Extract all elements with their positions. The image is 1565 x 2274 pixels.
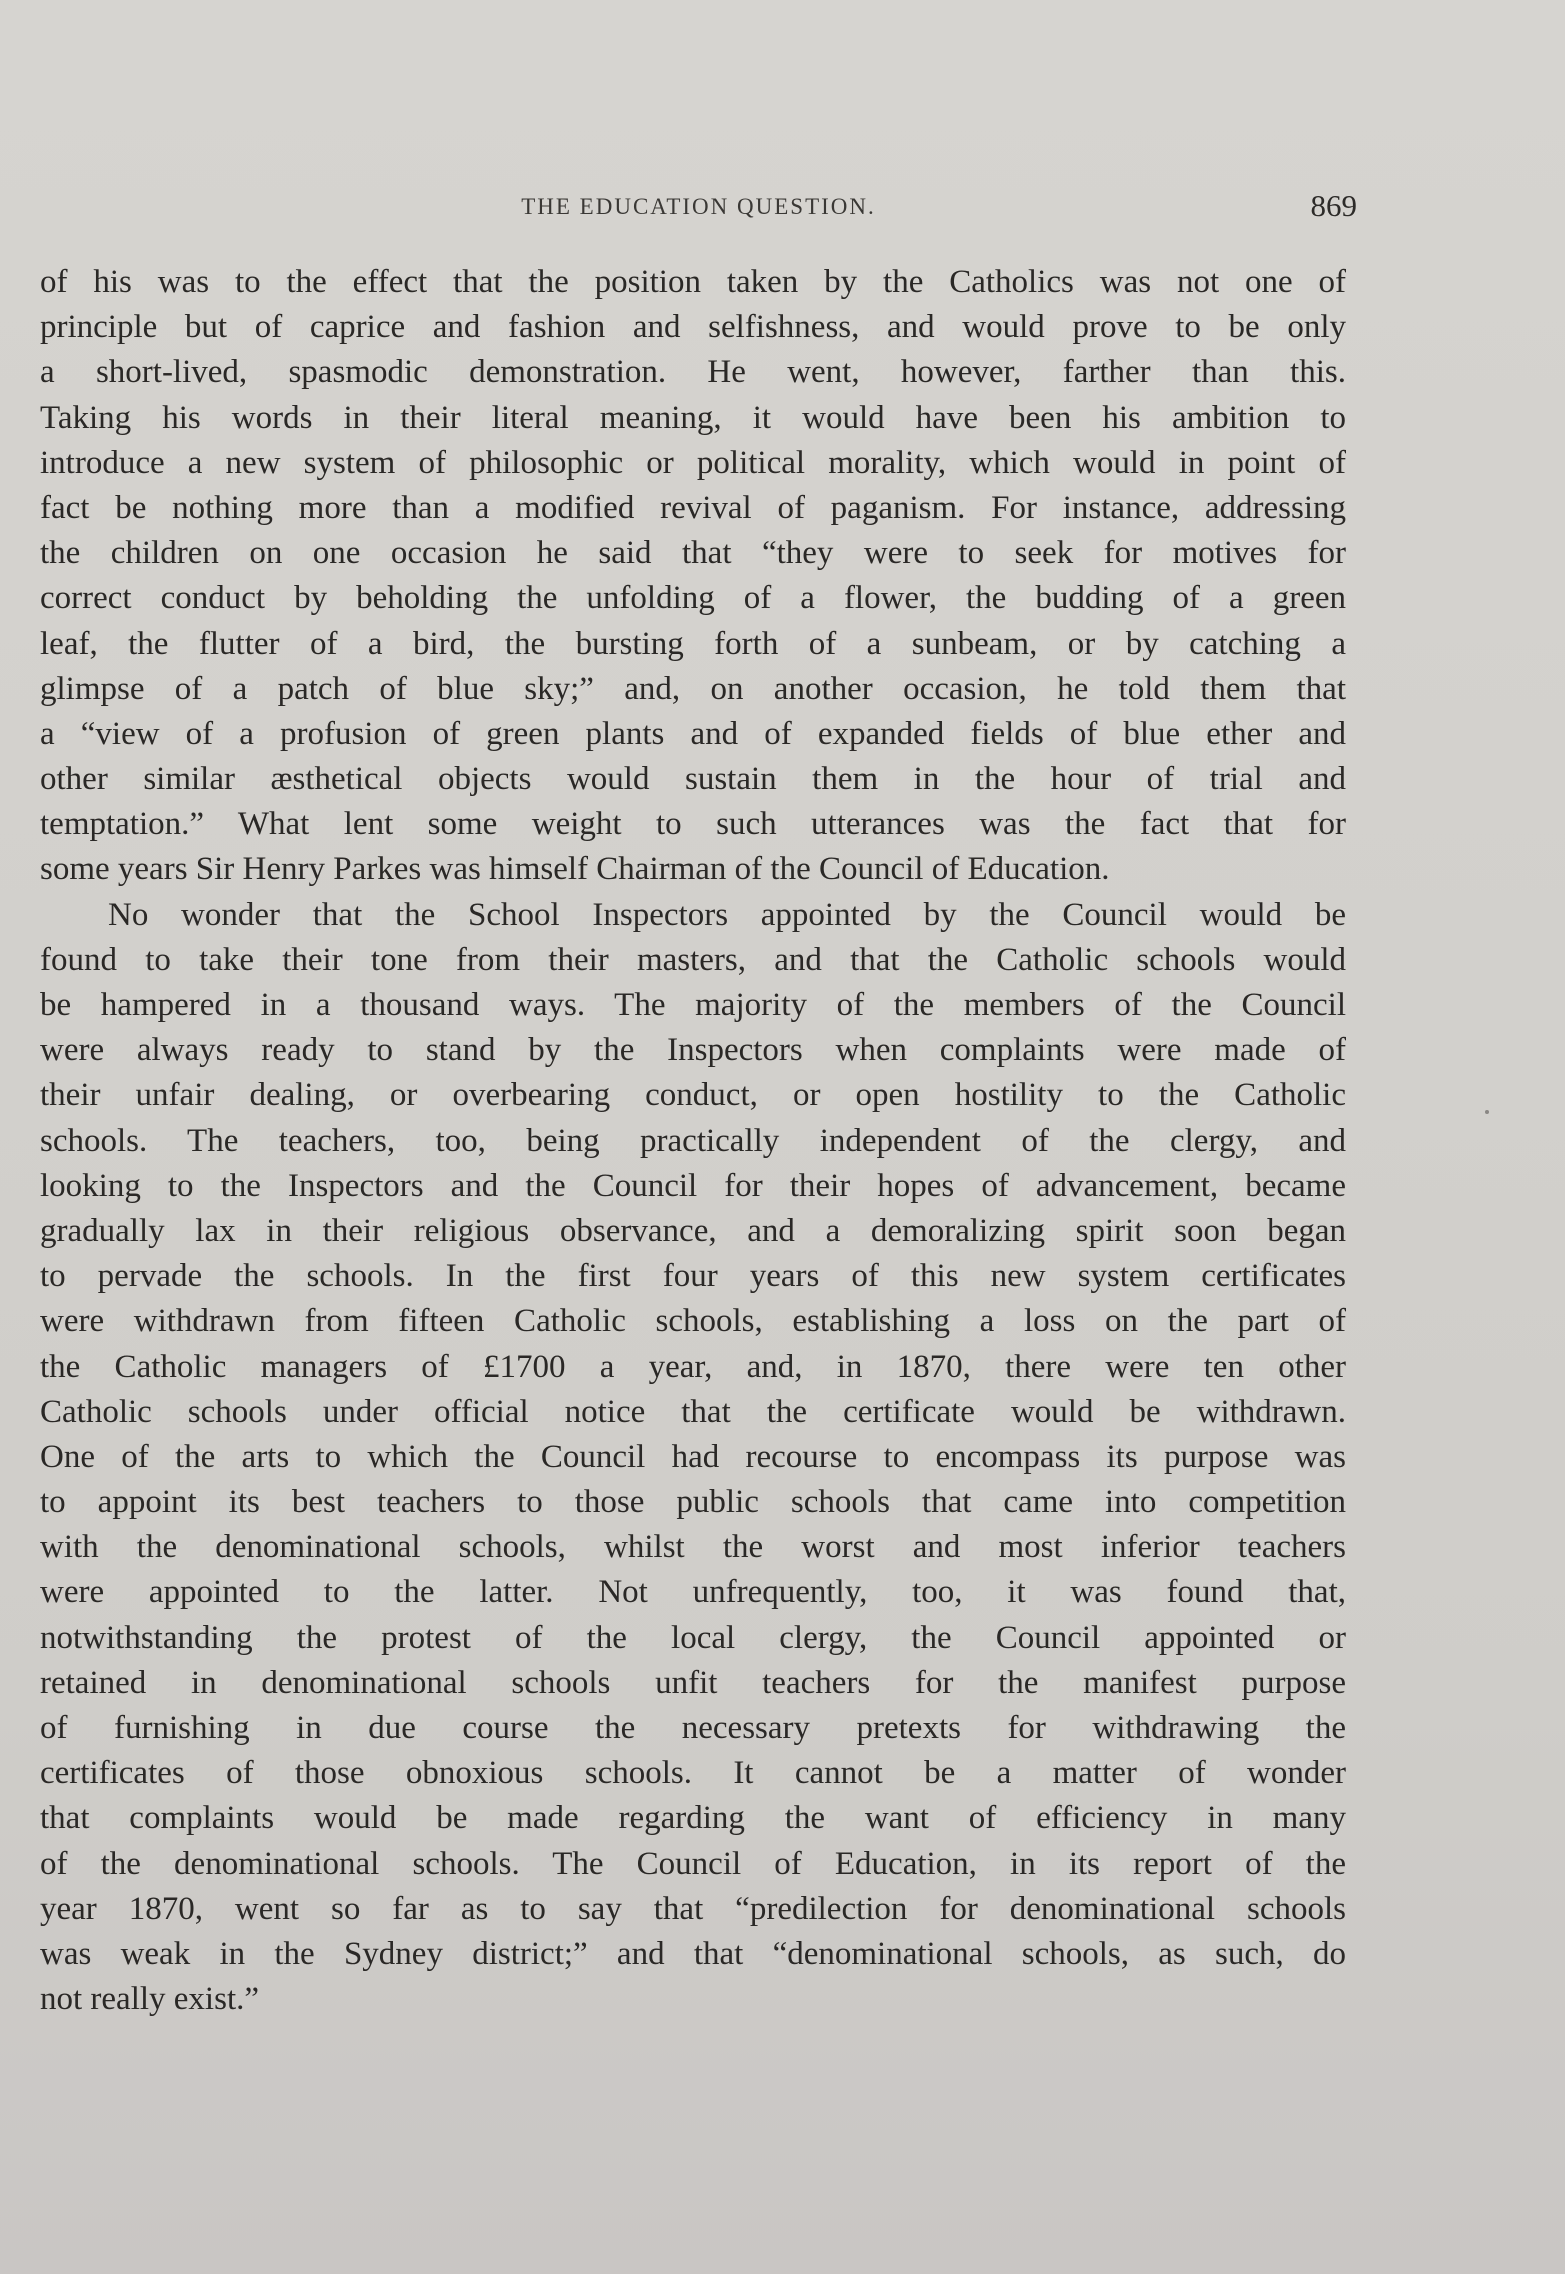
text-line: other similar æsthetical objects would sustain them in the hour of trial and [40, 761, 1346, 798]
text-line: their unfair dealing, or overbearing conduct, or open hostility to the Catholic [40, 1077, 1346, 1114]
text-line: was weak in the Sydney district;” and that “denominational schools, as such, do [40, 1935, 1346, 1972]
text-line: were always ready to stand by the Inspectors when complaints were made of [40, 1032, 1346, 1069]
page-number: 869 [1310, 188, 1357, 223]
text-line: the children on one occasion he said that “they were to seek for motives for [40, 535, 1346, 572]
body-text [40, 260, 1346, 2022]
text-line: certificates of those obnoxious schools. It cannot be a matter of wonder [40, 1755, 1346, 1792]
text-line: gradually lax in their religious observance, and a demoralizing spirit soon began [40, 1212, 1346, 1249]
text-line: of the denominational schools. The Council of Education, in its report of the [40, 1845, 1346, 1882]
text-line: No wonder that the School Inspectors appointed by the Council would be [108, 896, 1346, 933]
running-head [40, 190, 1357, 230]
text-line: be hampered in a thousand ways. The majority of the members of the Council [40, 987, 1346, 1023]
text-line: Taking his words in their literal meaning, it would have been his ambition to [40, 399, 1346, 436]
text-line: leaf, the flutter of a bird, the bursting forth of a sunbeam, or by catching a [40, 625, 1346, 662]
text-line: to pervade the schools. In the first four years of this new system certificates [40, 1258, 1346, 1295]
text-line: were appointed to the latter. Not unfrequently, too, it was found that, [40, 1574, 1346, 1611]
text-line: a short-lived, spasmodic demonstration. He went, however, farther than this. [40, 354, 1346, 391]
text-line: the Catholic managers of £1700 a year, and, in 1870, there were ten other [40, 1348, 1346, 1385]
text-line: retained in denominational schools unfit teachers for the manifest purpose [40, 1664, 1346, 1701]
text-line: of his was to the effect that the position taken by the Catholics was not one of [40, 264, 1346, 300]
paper-speck [1485, 1110, 1489, 1114]
text-line: schools. The teachers, too, being practically independent of the clergy, and [40, 1122, 1346, 1159]
text-line: not really exist.” [40, 1981, 260, 2018]
paragraph [40, 260, 1346, 893]
text-line: some years Sir Henry Parkes was himself Chairman of the Council of Education. [40, 851, 1110, 888]
text-line: Catholic schools under official notice that the certificate would be withdrawn. [40, 1393, 1346, 1430]
text-line: found to take their tone from their masters, and that the Catholic schools would [40, 941, 1346, 978]
text-line: of furnishing in due course the necessary pretexts for withdrawing the [40, 1710, 1346, 1746]
text-line: correct conduct by beholding the unfolding of a flower, the budding of a green [40, 580, 1346, 617]
running-head-title: THE EDUCATION QUESTION. [521, 194, 876, 219]
text-line: fact be nothing more than a modified revival of paganism. For instance, addressing [40, 489, 1346, 526]
text-line: a “view of a profusion of green plants and of expanded fields of blue ether and [40, 715, 1346, 752]
paragraph [40, 893, 1346, 2023]
text-line: introduce a new system of philosophic or political morality, which would in point of [40, 444, 1346, 481]
text-line: year 1870, went so far as to say that “predilection for denominational schools [40, 1890, 1346, 1927]
text-line: with the denominational schools, whilst the worst and most inferior teachers [40, 1529, 1346, 1566]
text-line: were withdrawn from fifteen Catholic schools, establishing a loss on the part of [40, 1303, 1346, 1340]
text-line: glimpse of a patch of blue sky;” and, on another occasion, he told them that [40, 670, 1346, 707]
text-line: One of the arts to which the Council had recourse to encompass its purpose was [40, 1438, 1346, 1475]
text-line: principle but of caprice and fashion and selfishness, and would prove to be only [40, 309, 1346, 346]
text-line: looking to the Inspectors and the Council for their hopes of advancement, became [40, 1167, 1346, 1204]
text-line: notwithstanding the protest of the local clergy, the Council appointed or [40, 1619, 1346, 1656]
text-line: that complaints would be made regarding the want of efficiency in many [40, 1800, 1346, 1837]
text-line: to appoint its best teachers to those public schools that came into competition [40, 1484, 1346, 1521]
text-line: temptation.” What lent some weight to such utterances was the fact that for [40, 806, 1346, 843]
